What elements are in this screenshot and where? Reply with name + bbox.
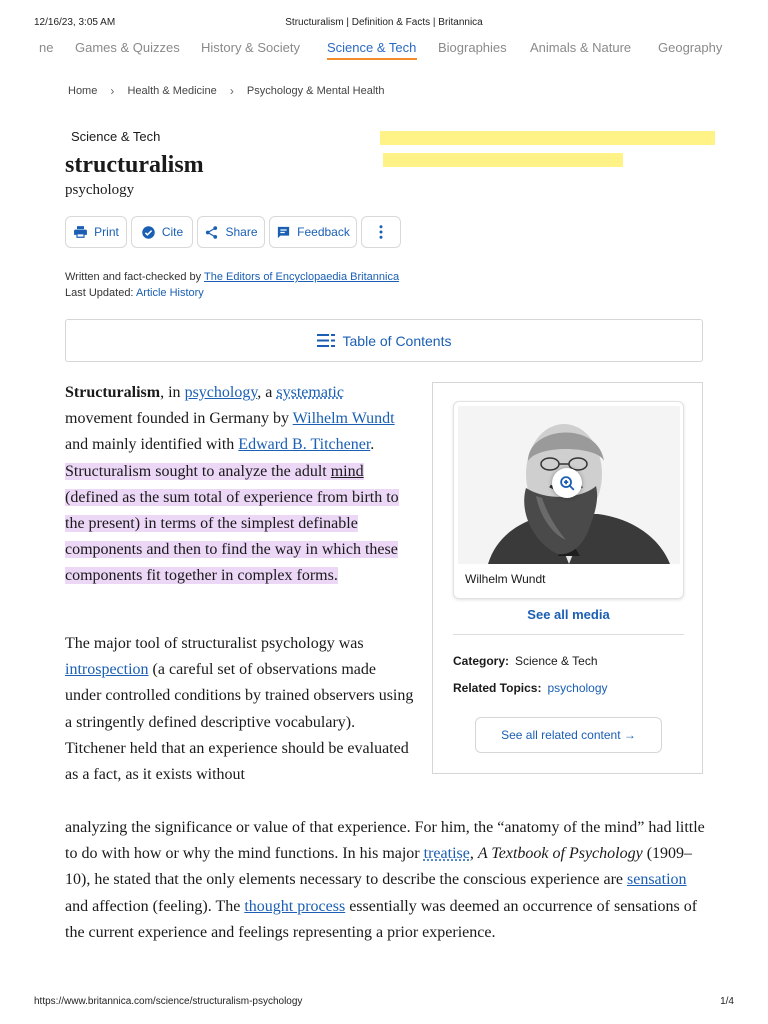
- text-run: (a careful set of observations made under controlled conditions by trained observers using a stringently defined descriptive vocabulary). Titchener held that an experience should be evaluated as a fact, as it exists without: [65, 661, 414, 784]
- link-introspection[interactable]: introspection: [65, 661, 149, 679]
- feedback-button[interactable]: [269, 216, 357, 248]
- print-label: Print: [94, 225, 119, 239]
- nav-item-games-quizzes[interactable]: Games & Quizzes: [75, 40, 180, 55]
- text-run: and affection (feeling). The: [65, 897, 245, 915]
- link-mind[interactable]: mind: [330, 462, 364, 480]
- sidebar-category-row: [453, 654, 598, 668]
- link-sensation[interactable]: sensation: [627, 871, 687, 889]
- nav-active-underline: [327, 58, 417, 60]
- breadcrumb-health-medicine[interactable]: Health & Medicine: [127, 85, 217, 97]
- nav-item-history-society[interactable]: History & Society: [201, 40, 300, 55]
- table-of-contents-button[interactable]: [65, 319, 703, 362]
- breadcrumb: [68, 84, 384, 98]
- nav-item-biographies[interactable]: Biographies: [438, 40, 507, 55]
- ad-placeholder-bar: [380, 131, 715, 145]
- text-run: ,: [469, 845, 478, 863]
- text-run: , in: [160, 384, 185, 401]
- kebab-menu-icon: [379, 225, 383, 239]
- media-card[interactable]: [453, 401, 684, 599]
- text-run: analyzing the significance or value of that experience. For him, the “anatomy of the mind” had little to do with how or why the mind functions. In his major: [65, 819, 705, 863]
- article-history-link[interactable]: Article History: [135, 287, 204, 299]
- link-psychology[interactable]: psychology: [184, 384, 258, 401]
- link-treatise[interactable]: treatise: [423, 845, 470, 863]
- article-paragraph: [65, 631, 415, 788]
- related-topics-key: Related Topics:: [453, 681, 542, 695]
- lead-term: Structuralism: [65, 384, 161, 401]
- print-page-title: Structuralism | Definition & Facts | Britannica: [285, 17, 483, 28]
- link-thought-process[interactable]: thought process: [244, 897, 346, 915]
- link-systematic[interactable]: systematic: [276, 384, 344, 401]
- cite-label: Cite: [161, 225, 184, 239]
- share-icon: [204, 225, 219, 240]
- written-by-prefix: Written and fact-checked by: [65, 271, 202, 283]
- breadcrumb-psychology[interactable]: Psychology & Mental Health: [246, 85, 385, 97]
- share-label: Share: [225, 225, 258, 239]
- cite-button[interactable]: [131, 216, 193, 248]
- more-options-button[interactable]: [361, 216, 401, 248]
- sidebar-related-row: [453, 681, 608, 695]
- magnifier-icon: [559, 475, 576, 492]
- link-wilhelm-wundt[interactable]: Wilhelm Wundt: [292, 410, 395, 428]
- media-sidebar: [432, 382, 703, 774]
- list-icon: [317, 334, 335, 347]
- verified-badge-icon: [141, 225, 156, 240]
- category-key: Category:: [453, 654, 510, 668]
- print-button[interactable]: [65, 216, 127, 248]
- print-page-number: 1/4: [720, 996, 734, 1007]
- ad-placeholder-bar: [383, 153, 623, 167]
- print-datetime: 12/16/23, 3:05 AM: [34, 17, 116, 28]
- text-run: .: [370, 436, 375, 454]
- nav-item-geography[interactable]: Geography: [658, 40, 723, 55]
- nav-item-animals-nature[interactable]: Animals & Nature: [530, 40, 632, 55]
- toc-label: Table of Contents: [342, 332, 452, 349]
- zoom-button[interactable]: [552, 468, 582, 498]
- category-label[interactable]: Science & Tech: [71, 129, 161, 144]
- nav-item-science-tech[interactable]: Science & Tech: [327, 40, 417, 55]
- page-title: structuralism: [65, 152, 204, 178]
- article-paragraph: [65, 815, 710, 946]
- text-run: Structuralism sought to analyze the adult: [65, 462, 331, 480]
- text-run: movement founded in Germany by: [65, 410, 293, 428]
- share-button[interactable]: [197, 216, 265, 248]
- article-paragraph: [65, 380, 415, 590]
- sidebar-divider: [453, 634, 684, 635]
- text-run: (defined as the sum total of experience from birth to the present) in terms of the simplest definable components and then to find the way in which these components fit together in complex forms.: [65, 488, 399, 585]
- byline: [65, 269, 399, 301]
- feedback-icon: [276, 225, 291, 240]
- text-run: essentially was deemed an occurrence of sensations of the current experience and feelings representing a prior experience.: [65, 897, 698, 941]
- print-url: https://www.britannica.com/science/structuralism-psychology: [34, 996, 303, 1007]
- text-run: and mainly identified with: [65, 436, 239, 454]
- breadcrumb-home[interactable]: Home: [68, 85, 98, 97]
- see-all-media-link[interactable]: See all media: [527, 607, 610, 622]
- category-value: Science & Tech: [515, 654, 598, 668]
- top-navigation: [34, 38, 734, 64]
- chevron-right-icon: ›: [110, 84, 115, 98]
- chevron-right-icon: ›: [229, 84, 234, 98]
- link-edward-titchener[interactable]: Edward B. Titchener: [238, 436, 371, 454]
- last-updated-prefix: Last Updated:: [65, 287, 134, 299]
- feedback-label: Feedback: [297, 225, 350, 239]
- nav-item-cut[interactable]: ne: [39, 40, 54, 55]
- print-icon: [73, 225, 88, 239]
- media-caption: Wilhelm Wundt: [465, 572, 546, 586]
- see-all-related-button[interactable]: See all related content →: [475, 717, 662, 753]
- related-topic-link[interactable]: psychology: [547, 681, 608, 695]
- book-title: A Textbook of Psychology: [477, 845, 643, 863]
- text-run: , a: [257, 384, 277, 401]
- text-run: (1909–10), he stated that the only elements necessary to describe the conscious experience are: [65, 845, 693, 889]
- page-subtitle: psychology: [65, 182, 135, 198]
- author-link[interactable]: The Editors of Encyclopaedia Britannica: [204, 271, 400, 283]
- highlighted-text: [65, 463, 399, 585]
- text-run: The major tool of structuralist psychology was: [65, 635, 364, 652]
- print-header: [0, 12, 768, 26]
